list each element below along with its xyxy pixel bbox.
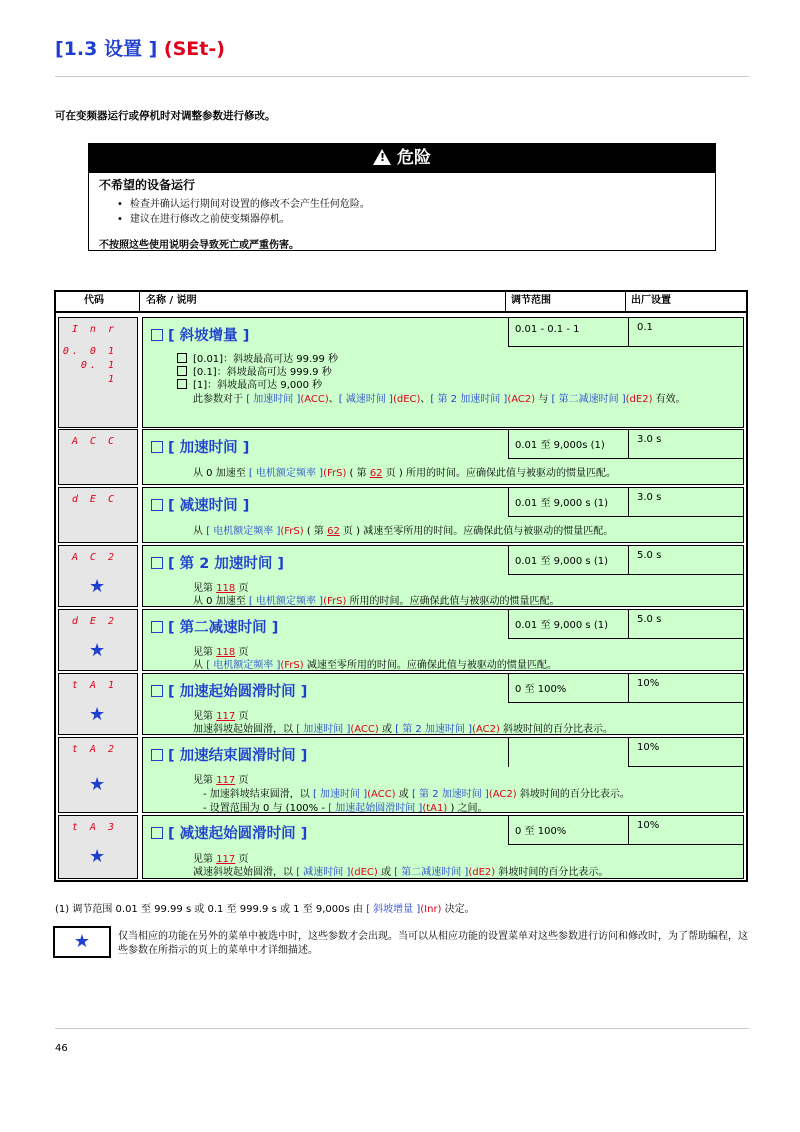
checkbox-icon bbox=[151, 329, 163, 341]
param-description: - 设置范围为 0 与 (100% - [ 加速起始圆滑时间 ](tA1) ) 之间。 bbox=[203, 803, 488, 814]
checkbox-icon bbox=[177, 353, 187, 363]
checkbox-icon bbox=[177, 366, 187, 376]
page-link[interactable]: 118 bbox=[216, 583, 236, 594]
param-name: [ 第 2 加速时间 ] bbox=[151, 552, 284, 573]
param-range: 0.01 至 9,000s (1) bbox=[508, 430, 628, 459]
see-page: 见第 117 页 bbox=[193, 854, 249, 865]
star-icon: ★ bbox=[89, 846, 106, 867]
warning-icon: ! bbox=[373, 149, 391, 165]
intro-text: 可在变频器运行或停机时对调整参数进行修改。 bbox=[55, 110, 276, 122]
header-divider bbox=[139, 292, 140, 311]
param-description: 从 [ 电机额定频率 ](FrS) ( 第 62 页 ) 减速至零所用的时间。应确保此值与被驱动的惯量匹配。 bbox=[193, 526, 614, 537]
param-value-code: 0. 1 bbox=[80, 360, 117, 371]
param-name: [ 加速结束圆滑时间 ] bbox=[151, 744, 307, 765]
param-factory: 3.0 s bbox=[628, 430, 743, 459]
code-cell bbox=[58, 609, 138, 671]
param-code: t A 3 bbox=[71, 822, 117, 833]
table-body bbox=[56, 311, 746, 878]
star-icon: ★ bbox=[89, 774, 106, 795]
star-icon: ★ bbox=[89, 640, 106, 661]
param-range: 0.01 - 0.1 - 1 bbox=[508, 318, 628, 347]
checkbox-icon bbox=[151, 499, 163, 511]
option-item: [0.1]：斜坡最高可达 999.9 秒 bbox=[177, 363, 332, 378]
param-name: [ 减速起始圆滑时间 ] bbox=[151, 822, 307, 843]
checkbox-icon bbox=[151, 621, 163, 633]
star-legend-box bbox=[53, 926, 111, 958]
page-link[interactable]: 117 bbox=[216, 854, 236, 865]
table-row bbox=[58, 737, 744, 813]
danger-header: ! 危险 bbox=[89, 144, 715, 173]
table-row bbox=[58, 429, 744, 485]
danger-bullet: • 检查并确认运行期间对设置的修改不会产生任何危险。 bbox=[117, 195, 370, 210]
header-range: 调节范围 bbox=[511, 295, 551, 306]
param-cell bbox=[142, 545, 744, 607]
code-cell bbox=[58, 429, 138, 485]
param-description: 从 0 加速至 [ 电机额定频率 ](FrS) ( 第 62 页 ) 所用的时间。应确保此值与被驱动的惯量匹配。 bbox=[193, 468, 616, 479]
param-description: 减速斜坡起始圆滑，以 [ 减速时间 ](dEC) 或 [ 第二减速时间 ](dE2) 斜坡时间的百分比表示。 bbox=[193, 867, 609, 878]
parameter-table bbox=[54, 290, 748, 882]
code-cell bbox=[58, 317, 138, 428]
param-cell bbox=[142, 487, 744, 543]
table-row bbox=[58, 609, 744, 671]
param-factory: 3.0 s bbox=[628, 488, 743, 517]
param-description: 此参数对于 [ 加速时间 ](ACC)、[ 减速时间 ](dEC)、[ 第 2 加速时间 ](AC2) 与 [ 第二减速时间 ](dE2) 有效。 bbox=[193, 394, 686, 405]
checkbox-icon bbox=[151, 685, 163, 697]
code-cell bbox=[58, 545, 138, 607]
table-row bbox=[58, 317, 744, 428]
page-link[interactable]: 62 bbox=[327, 526, 340, 537]
page-link[interactable]: 117 bbox=[216, 711, 236, 722]
param-code: A C 2 bbox=[71, 552, 117, 563]
param-factory: 10% bbox=[628, 738, 743, 767]
footnote: (1) 调节范围 0.01 至 99.99 s 或 0.1 至 999.9 s 或 1 至 9,000s 由 [ 斜坡增量 ](Inr) 决定。 bbox=[55, 904, 475, 915]
danger-footer: 不按照这些使用说明会导致死亡或严重伤害。 bbox=[99, 240, 299, 251]
header-name: 名称 / 说明 bbox=[146, 295, 197, 306]
param-code: d E C bbox=[71, 494, 117, 505]
header-divider bbox=[625, 292, 626, 311]
checkbox-icon bbox=[151, 557, 163, 569]
param-name: [ 斜坡增量 ] bbox=[151, 324, 249, 345]
param-description: 加速斜坡起始圆滑，以 [ 加速时间 ](ACC) 或 [ 第 2 加速时间 ](AC2) 斜坡时间的百分比表示。 bbox=[193, 724, 614, 735]
param-cell bbox=[142, 737, 744, 813]
danger-box bbox=[88, 143, 716, 251]
param-code: I n r bbox=[71, 324, 117, 335]
param-code: t A 1 bbox=[71, 680, 117, 691]
param-range: 0 至 100% bbox=[508, 674, 628, 703]
param-name: [ 加速起始圆滑时间 ] bbox=[151, 680, 307, 701]
param-factory: 5.0 s bbox=[628, 610, 743, 639]
code-cell bbox=[58, 673, 138, 735]
table-row bbox=[58, 487, 744, 543]
bottom-divider bbox=[55, 1028, 749, 1029]
option-item: [1]：斜坡最高可达 9,000 秒 bbox=[177, 376, 322, 391]
param-code: A C C bbox=[71, 436, 117, 447]
danger-subtitle: 不希望的设备运行 bbox=[99, 178, 196, 192]
header-code: 代码 bbox=[84, 295, 104, 306]
param-description: - 加速斜坡结束圆滑，以 [ 加速时间 ](ACC) 或 [ 第 2 加速时间 ](AC2) 斜坡时间的百分比表示。 bbox=[203, 789, 630, 800]
param-range: 0.01 至 9,000 s (1) bbox=[508, 488, 628, 517]
param-value-code: 1 bbox=[107, 374, 117, 385]
star-icon: ★ bbox=[89, 704, 106, 725]
page-link[interactable]: 62 bbox=[369, 468, 383, 479]
checkbox-icon bbox=[151, 827, 163, 839]
option-item: [0.01]：斜坡最高可达 99.99 秒 bbox=[177, 350, 338, 365]
table-row bbox=[58, 545, 744, 607]
see-page: 见第 118 页 bbox=[193, 583, 249, 594]
param-factory: 10% bbox=[628, 816, 743, 845]
param-cell bbox=[142, 673, 744, 735]
param-range bbox=[508, 738, 628, 767]
danger-bullet: • 建议在进行修改之前使变频器停机。 bbox=[117, 210, 290, 225]
param-code: t A 2 bbox=[71, 744, 117, 755]
param-description: 从 0 加速至 [ 电机额定频率 ](FrS) 所用的时间。应确保此值与被驱动的惯量匹配。 bbox=[193, 596, 560, 607]
param-factory: 10% bbox=[628, 674, 743, 703]
param-factory: 5.0 s bbox=[628, 546, 743, 575]
param-description: 从 [ 电机额定频率 ](FrS) 减速至零所用的时间。应确保此值与被驱动的惯量匹配。 bbox=[193, 660, 557, 671]
star-icon: ★ bbox=[89, 576, 106, 597]
param-cell bbox=[142, 317, 744, 428]
see-page: 见第 118 页 bbox=[193, 647, 249, 658]
see-page: 见第 117 页 bbox=[193, 775, 249, 786]
param-cell bbox=[142, 815, 744, 879]
table-row bbox=[58, 673, 744, 735]
page-link[interactable]: 117 bbox=[216, 775, 236, 786]
param-range: 0.01 至 9,000 s (1) bbox=[508, 546, 628, 575]
code-cell bbox=[58, 737, 138, 813]
param-factory: 0.1 bbox=[628, 318, 743, 347]
param-cell bbox=[142, 609, 744, 671]
table-row bbox=[58, 815, 744, 879]
checkbox-icon bbox=[177, 379, 187, 389]
code-cell bbox=[58, 815, 138, 879]
param-name: [ 第二减速时间 ] bbox=[151, 616, 278, 637]
page-number: 46 bbox=[55, 1043, 68, 1054]
param-cell bbox=[142, 429, 744, 485]
star-icon: ★ bbox=[73, 931, 91, 952]
page-link[interactable]: 118 bbox=[216, 647, 236, 658]
star-legend-text: 仅当相应的功能在另外的菜单中被选中时，这些参数才会出现。当可以从相应功能的设置菜单对这些参数进行访问和修改时，为了帮助编程，这些参数在所指示的页上的菜单中才详细描述。 bbox=[118, 931, 748, 956]
param-name: [ 减速时间 ] bbox=[151, 494, 249, 515]
param-value-code: 0. 0 1 bbox=[62, 346, 117, 357]
header-divider bbox=[505, 292, 506, 311]
checkbox-icon bbox=[151, 441, 163, 453]
code-cell bbox=[58, 487, 138, 543]
header-factory: 出厂设置 bbox=[631, 295, 671, 306]
checkbox-icon bbox=[151, 749, 163, 761]
param-range: 0 至 100% bbox=[508, 816, 628, 845]
page-title: [1.3 设置 ] (SEt-) bbox=[55, 38, 225, 60]
param-range: 0.01 至 9,000 s (1) bbox=[508, 610, 628, 639]
top-divider bbox=[55, 76, 749, 77]
param-code: d E 2 bbox=[71, 616, 117, 627]
param-name: [ 加速时间 ] bbox=[151, 436, 249, 457]
see-page: 见第 117 页 bbox=[193, 711, 249, 722]
